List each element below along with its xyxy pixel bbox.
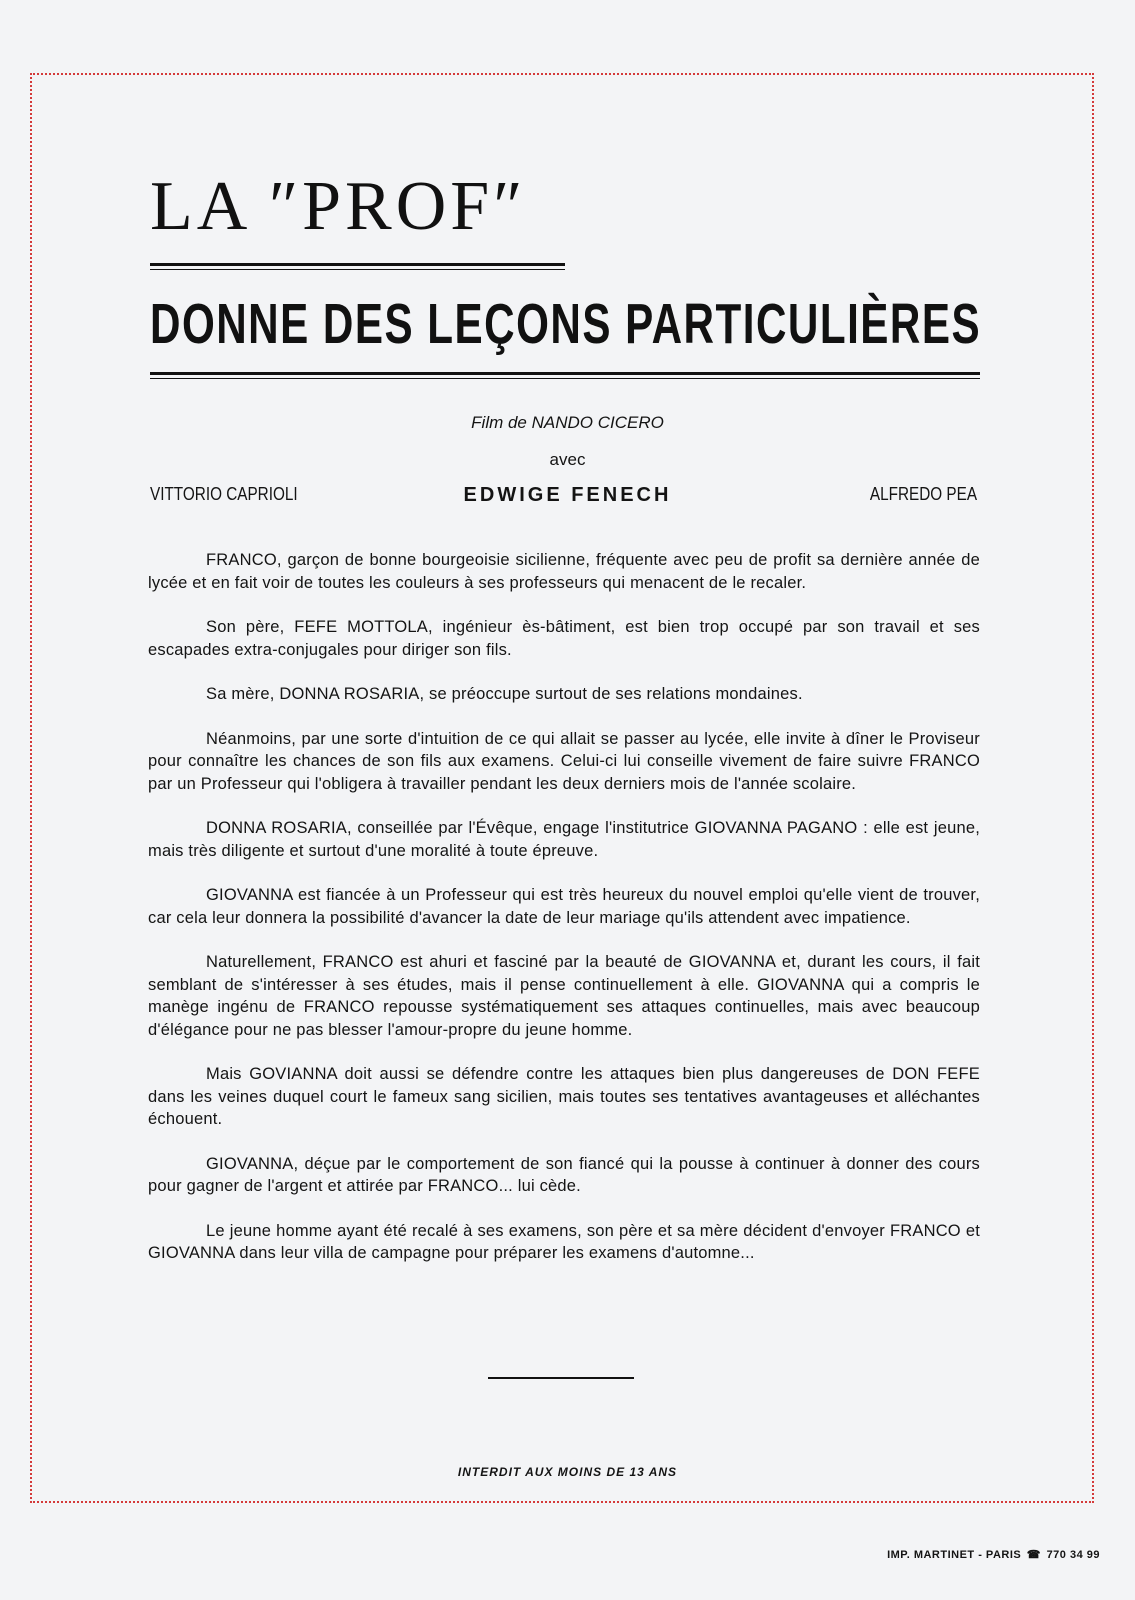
title-rule-2-thin [150, 378, 980, 379]
synopsis-paragraph: Mais GOVIANNA doit aussi se défendre contre les attaques bien plus dangereuses de DON FEFE dans les veines duquel court le fameux sang sicilien, mais toutes ses tentatives avantageuses et alléchantes échouent. [148, 1065, 980, 1128]
synopsis-paragraph: GIOVANNA, déçue par le comportement de son fiancé qui la pousse à continuer à donner des cours pour gagner de l'argent et attirée par FRANCO... lui cède. [148, 1154, 980, 1195]
age-rating-notice: INTERDIT AUX MOINS DE 13 ANS [457, 1465, 678, 1479]
cast-left: VITTORIO CAPRIOLI [150, 484, 298, 504]
synopsis-paragraph: Le jeune homme ayant été recalé à ses examens, son père et sa mère décident d'envoyer FRANCO et GIOVANNA dans leur villa de campagne pour préparer les examens d'automne... [148, 1221, 980, 1262]
synopsis-paragraph: DONNA ROSARIA, conseillée par l'Évêque, engage l'institutrice GIOVANNA PAGANO : elle est jeune, mais très diligente et surtout d'une moralité à toute épreuve. [148, 819, 980, 860]
printer-name: IMP. MARTINET - PARIS [887, 1549, 1022, 1561]
synopsis-paragraph: Sa mère, DONNA ROSARIA, se préoccupe surtout de ses relations mondaines. [206, 685, 803, 703]
director-credit: Film de NANDO CICERO [471, 413, 664, 432]
title-rule-1 [150, 263, 565, 266]
synopsis-paragraph: Son père, FEFE MOTTOLA, ingénieur ès-bâtiment, est bien trop occupé par son travail et ses escapades extra-conjugales pour diriger son fils. [148, 618, 980, 659]
avec-label: avec [549, 450, 586, 469]
cast-right: ALFREDO PEA [869, 484, 977, 504]
printer-imprint [887, 1548, 1100, 1561]
title-line-2: DONNE DES LEÇONS PARTICULIÈRES [150, 292, 982, 356]
printer-phone: 770 34 99 [1046, 1549, 1100, 1561]
synopsis [148, 549, 980, 1287]
synopsis-paragraph: GIOVANNA est fiancée à un Professeur qui est très heureux du nouvel emploi qu'elle vient de trouver, car cela leur donnera la possibilité d'avancer la date de leur mariage qu'ils attendent avec impatience. [148, 886, 980, 927]
telephone-icon: ☎ [1026, 1549, 1041, 1561]
synopsis-paragraph: Naturellement, FRANCO est ahuri et fasciné par la beauté de GIOVANNA et, durant les cours, il fait semblant de s'intéresser à ses études, mais il pense continuellement à elle. GIOVANNA qui a compris le manège ingénu de FRANCO repousse systématiquement ses attaques continuelles, mais avec beaucoup d'élégance pour ne pas blesser l'amour-propre du jeune homme. [148, 953, 980, 1039]
cast-lead: EDWIGE FENECH [463, 484, 672, 506]
title-rule-1-thin [150, 269, 565, 270]
synopsis-paragraph: FRANCO, garçon de bonne bourgeoisie sicilienne, fréquente avec peu de profit sa dernière année de lycée et en fait voir de toutes les couleurs à ses professeurs qui menacent de le recaler. [148, 551, 980, 592]
title-rule-2 [150, 372, 980, 375]
end-divider [488, 1377, 634, 1379]
synopsis-paragraph: Néanmoins, par une sorte d'intuition de ce qui allait se passer au lycée, elle invite à dîner le Proviseur pour connaître les chances de son fils aux examens. Celui-ci lui conseille vivement de faire suivre FRANCO par un Professeur qui l'obligera à travailler pendant les deux derniers mois de l'année scolaire. [148, 729, 980, 793]
title-line-1: LA ″PROF″ [150, 168, 527, 245]
